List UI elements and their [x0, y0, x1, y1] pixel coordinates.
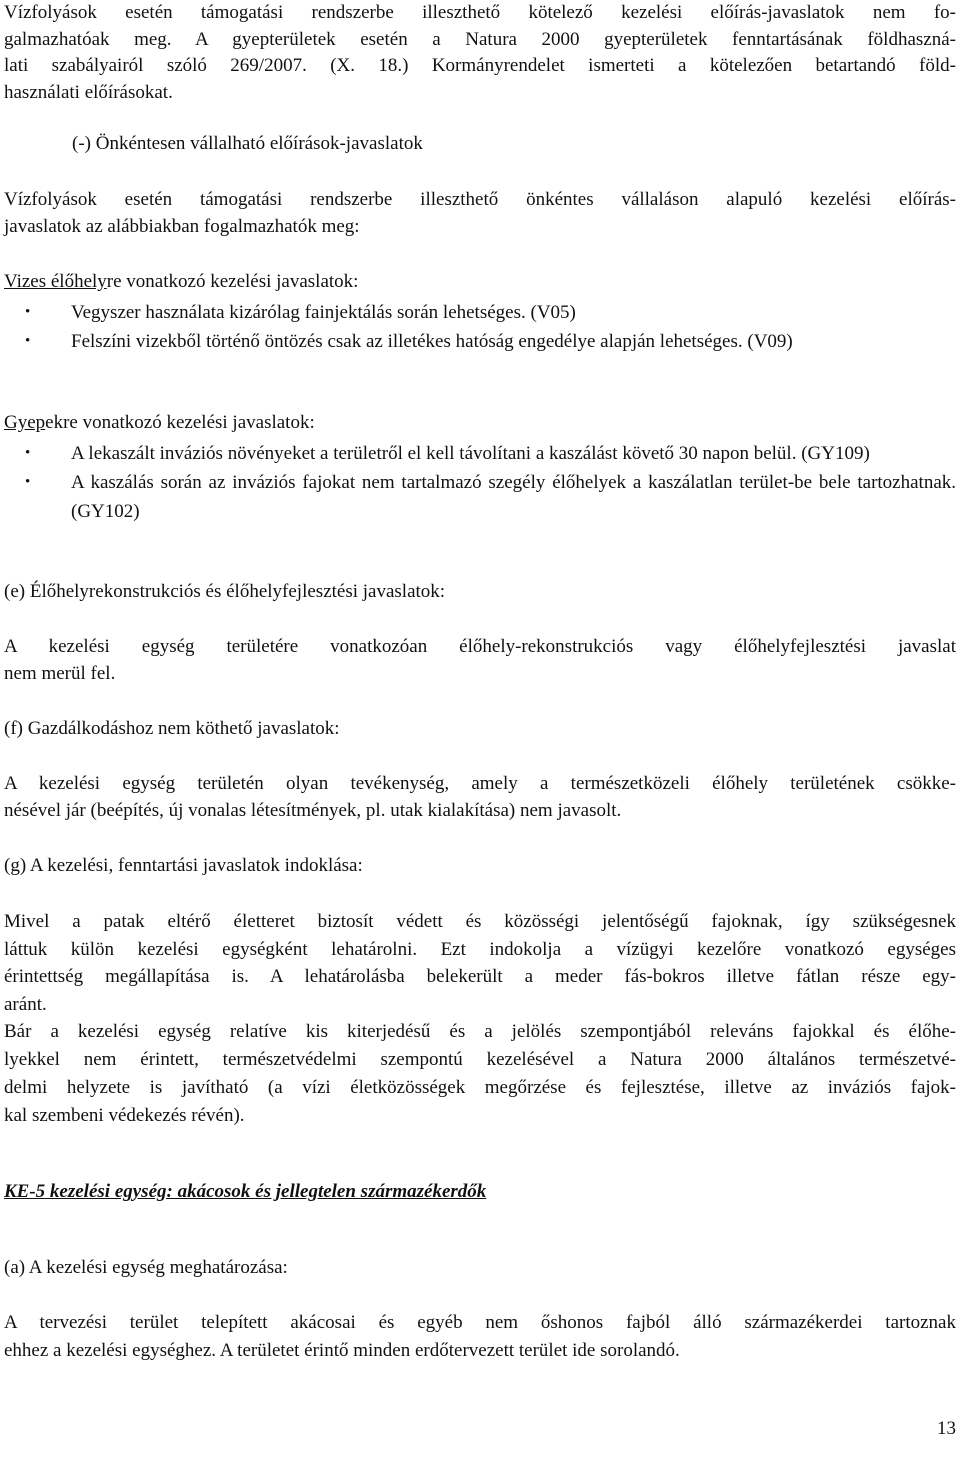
section-g-line: Mivel a patak eltérő életteret biztosít védett és közösségi jelentőségű fajoknak, így szükségesnek [4, 911, 956, 932]
bullet-icon: • [25, 304, 31, 320]
wet-habitats-heading-rest: re vonatkozó kezelési javaslatok: [106, 271, 359, 292]
ke5-line: A tervezési terület telepített akácosai és egyéb nem őshonos fajból álló származékerdei tartoznak [4, 1312, 956, 1333]
grasslands-heading-rest: ekre vonatkozó kezelési javaslatok: [45, 412, 315, 433]
section-e-line: nem merül fel. [4, 662, 116, 684]
list-item-text: A kaszálás során az inváziós fajokat nem tartalmazó szegély élőhelyek a kaszálatlan terület-be bele tartozhatnak. (GY102) [71, 472, 956, 522]
intro-line: lati szabályairól szóló 269/2007. (X. 18.) Kormányrendelet ismerteti a kötelezően betartandó föld- [4, 55, 956, 76]
page-number: 13 [937, 1418, 956, 1439]
wet-habitats-heading [4, 269, 956, 295]
intro-line: használati előírásokat. [4, 81, 173, 103]
list-item [0, 327, 956, 356]
ke5-subheading: (a) A kezelési egység meghatározása: [4, 1257, 288, 1278]
section-g-line: Bár a kezelési egység relatíve kis kiterjedésű és a jelölés szempontjából releváns fajokkal és élőhe- [4, 1021, 956, 1042]
section-g-line: aránt. [4, 993, 47, 1015]
voluntary-heading: (-) Önkéntesen vállalható előírások-javaslatok [72, 133, 423, 154]
section-g-line: lyekkel nem érintett, természetvédelmi szempontú kezelésével a Natura 2000 általános természetvé- [4, 1049, 956, 1070]
section-f-line: A kezelési egység területén olyan tevékenység, amely a természetközeli élőhely területének csökke- [4, 773, 956, 794]
bullet-icon: • [25, 333, 31, 349]
grasslands-list [0, 439, 956, 526]
section-g-paragraph-2 [4, 1018, 956, 1130]
ke5-paragraph [4, 1309, 956, 1365]
intro-line: galmazhatóak meg. A gyepterületek esetén a Natura 2000 gyepterületek fenntartásának földhaszná- [4, 28, 956, 50]
section-g-line: láttuk külön kezelési egységként lehatárolni. Ezt indokolja a vízügyi kezelőre vonatkozó egységes [4, 938, 956, 960]
list-item-text: Felszíni vizekből történő öntözés csak az illetékes hatóság engedélye alapján lehetséges. (V09) [71, 331, 793, 352]
intro-paragraph [4, 0, 956, 106]
list-item [0, 468, 956, 526]
bullet-icon: • [25, 474, 31, 490]
grasslands-heading-underlined: Gyep [4, 412, 46, 433]
section-g-paragraph-1 [4, 908, 956, 1018]
section-g-heading: (g) A kezelési, fenntartási javaslatok indoklása: [4, 855, 363, 876]
section-e-paragraph [4, 634, 956, 687]
bullet-icon: • [25, 445, 31, 461]
intro-line: Vízfolyások esetén támogatási rendszerbe illeszthető kötelező kezelési előírás-javaslatok nem fo- [4, 2, 956, 23]
voluntary-intro-line: Vízfolyások esetén támogatási rendszerbe illeszthető önkéntes vállaláson alapuló kezelési előírás- [4, 189, 956, 210]
wet-habitats-list [0, 298, 956, 356]
section-f-heading: (f) Gazdálkodáshoz nem köthető javaslatok: [4, 718, 340, 739]
section-e-heading: (e) Élőhelyrekonstrukciós és élőhelyfejlesztési javaslatok: [4, 581, 446, 602]
list-item-text: Vegyszer használata kizárólag fainjektálás során lehetséges. (V05) [71, 302, 576, 323]
voluntary-intro [4, 187, 956, 240]
list-item [0, 439, 956, 468]
list-item-text: A lekaszált inváziós növényeket a területről el kell távolítani a kaszálást követő 30 napon belül. (GY109) [71, 443, 870, 464]
voluntary-intro-line: javaslatok az alábbiakban fogalmazhatók meg: [4, 215, 360, 237]
ke5-title: KE-5 kezelési egység: akácosok és jellegtelen származékerdők [4, 1181, 487, 1202]
list-item [0, 298, 956, 327]
section-f-line: nésével jár (beépítés, új vonalas létesítmények, pl. utak kialakítása) nem javasolt. [4, 799, 622, 821]
section-g-line: delmi helyzete is javítható (a vízi életközösségek megőrzése és fejlesztése, illetve az inváziós fajok- [4, 1077, 956, 1098]
ke5-line: ehhez a kezelési egységhez. A területet érintő minden erdőtervezett terület ide sorolandó. [4, 1340, 680, 1361]
section-e-line: A kezelési egység területére vonatkozóan élőhely-rekonstrukciós vagy élőhelyfejlesztési javaslat [4, 636, 956, 657]
section-g-line: kal szembeni védekezés révén). [4, 1105, 245, 1126]
wet-habitats-heading-underlined: Vizes élőhely [4, 271, 107, 292]
section-g-line: érintettség megállapítása is. A lehatárolásba belekerült a meder fás-bokros illetve fátlan része egy- [4, 966, 956, 987]
grasslands-heading [4, 410, 956, 436]
section-f-paragraph [4, 771, 956, 824]
